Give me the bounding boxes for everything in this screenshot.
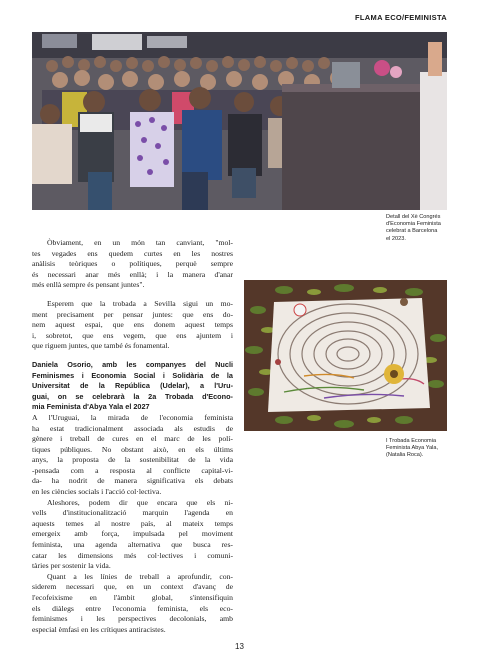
page-number: 13 <box>235 642 244 651</box>
article-body <box>32 238 233 635</box>
text-line: tàries per sostenir la vida. <box>32 561 111 571</box>
text-line: aquests temes al nostre país, al mateix temps <box>32 518 233 528</box>
caption-line: el 2023. <box>386 235 406 242</box>
section-heading: Daniela Osorio, amb les companyes del Nucli <box>32 359 233 369</box>
text-line: da- ha nodrit de manera significativa els debats <box>32 476 233 486</box>
text-line: -pensada com a resposta al conflicte capital-vi- <box>32 465 233 475</box>
text-line: tiques públiques. No obstant això, en els últims <box>32 444 233 454</box>
caption-line: I Trobada Economia <box>386 438 437 444</box>
text-line: gènere i treball de cures en el marc de les polí- <box>32 434 233 444</box>
text-line: feminista, una agenda alternativa que busca res- <box>32 540 233 550</box>
text-line: és necessari anar més enllà; i la manera d'anar <box>32 269 233 279</box>
text-line: Quant a les línies de treball a aprofundir, con- <box>47 571 233 581</box>
text-line: vells d'institucionalització marquin l'agenda en <box>32 508 233 518</box>
text-line: anys, la proposta de la sostenibilitat de la vida <box>32 455 233 465</box>
text-line: A l'Uruguai, la mirada de l'economia feminista <box>32 412 233 422</box>
conference-photo-caption <box>386 214 441 243</box>
text-line: siderem necessari que, en un context d'avanç de <box>32 582 233 592</box>
text-line: l'ecofeixisme en l'àmbit global, s'intensifiquin <box>32 593 233 602</box>
text-line: que riguem juntes, que també és fonamental. <box>32 341 170 351</box>
text-line: en les ciències socials i l'acció col·lectiva. <box>32 487 162 497</box>
section-heading: guai, on se celebrarà la 2a Trobada d'Econo- <box>32 391 233 401</box>
spiral-cloth-photo <box>244 280 447 431</box>
section-heading: mia Feminista d'Abya Yala el 2027 <box>32 402 150 412</box>
text-line: ment precisament per pensar juntes: que ens do- <box>32 309 233 319</box>
caption-line: Feminista Abya Yala, <box>386 445 439 452</box>
text-line: els diàlegs entre l'economia feminista, els eco- <box>32 603 233 613</box>
text-line: Esperem que la trobada a Sevilla sigui un mo- <box>47 298 233 308</box>
caption-line: Detall del Xè Congrés <box>386 214 441 220</box>
section-heading: Feminismes i Economia Social i Solidària de la <box>32 370 233 380</box>
text-line: anàlisis teòriques o polítiques, perquè sempre <box>32 259 233 269</box>
text-line: Òbviament, en un món tan canviant, "mol- <box>47 238 233 247</box>
text-line: emergeix amb força, impulsada pel moviment <box>32 529 233 539</box>
text-line: ha estat tradicionalment associada als estudis de <box>32 423 233 433</box>
text-line: especial èmfasi en les crítiques antiracistes. <box>32 624 166 634</box>
text-line: i, sobretot, que ens vegem, que ens ajuntem i <box>32 330 233 340</box>
text-line: més enllà sempre és pensant juntes". <box>32 280 145 290</box>
section-heading: Universitat de la República (Udelar), a l'Uru- <box>32 381 233 391</box>
text-line: nem aquest espai, que ens donem aquest temps <box>32 320 233 330</box>
text-line: Aleshores, podem dir que encara que els ni- <box>47 497 233 507</box>
caption-line: (Natalia Roca). <box>386 452 424 459</box>
section-header: FLAMA ECO/FEMINISTA <box>355 13 447 22</box>
conference-photo <box>32 32 447 210</box>
caption-line: d'Economia Feminista <box>386 221 441 228</box>
caption-line: celebrat a Barcelona <box>386 228 438 235</box>
text-line: tes vegades ens quedem curtes en les nostres <box>32 248 233 258</box>
text-line: catar les dimensions més col·lectives i comuni- <box>32 550 233 560</box>
spiral-photo-caption <box>386 438 438 460</box>
text-line: feminismes i les perspectives decolonials, amb <box>32 614 233 624</box>
